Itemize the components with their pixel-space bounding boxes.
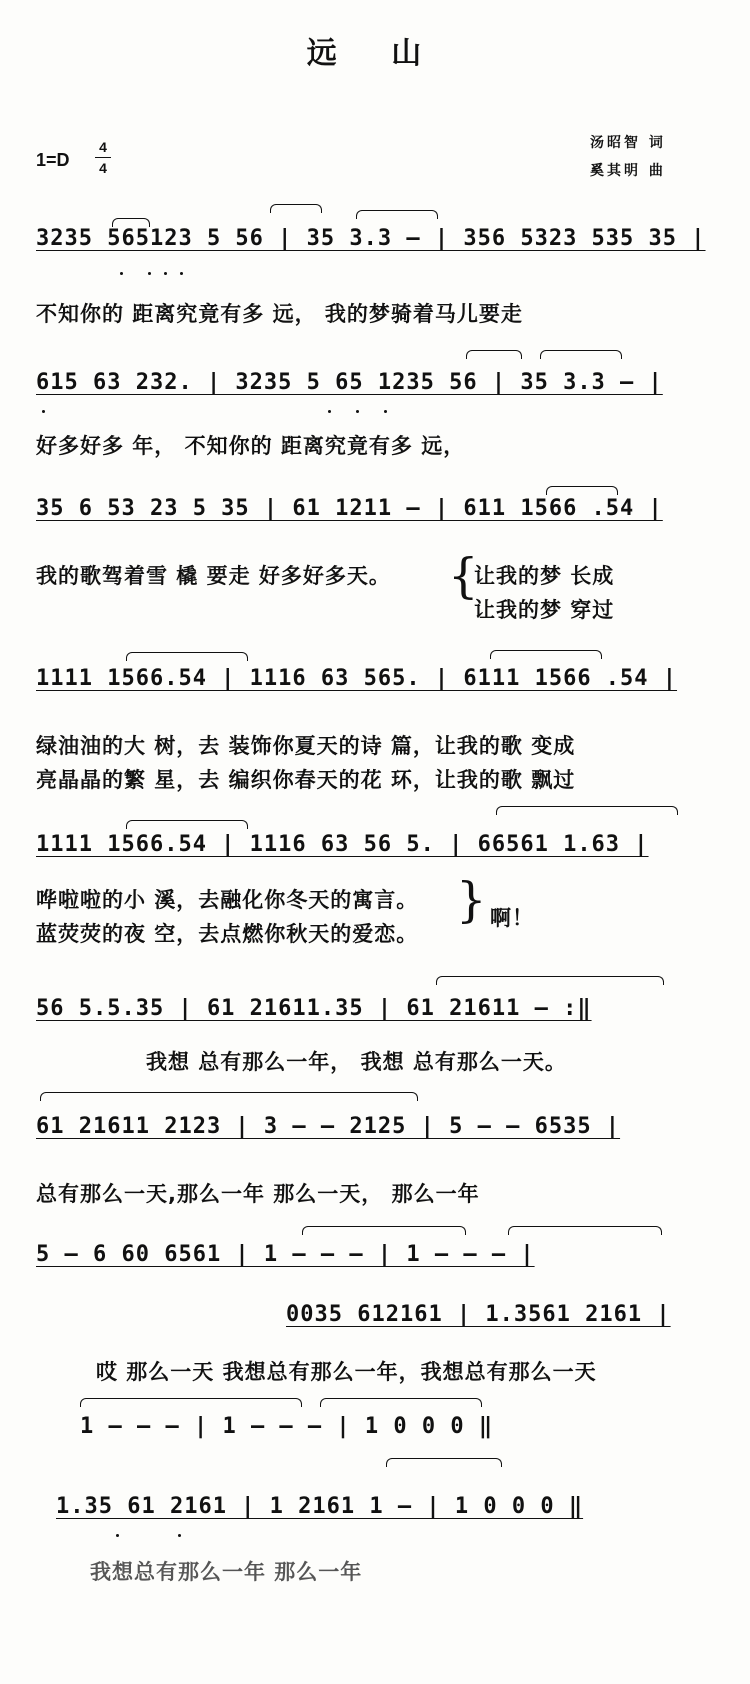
notation-line-1: 3235 565123 5 56 | 35 3.3 — | 356 5323 535 35 | — [36, 226, 706, 251]
octave-dot — [116, 1534, 119, 1537]
lyric-line-4-verse-a: 绿油油的大 树，去 装饰你夏天的诗 篇，让我的歌 变成 — [36, 734, 576, 758]
notation-line-5: 1111 1566.54 | 1116 63 56 5. | 66561 1.63 | — [36, 832, 649, 857]
slur-mark — [540, 350, 622, 359]
notation-line-7: 61 21611 2123 | 3 — — 2125 | 5 — — 6535 | — [36, 1114, 621, 1139]
slur-mark — [386, 1458, 502, 1467]
slur-mark — [270, 204, 322, 213]
notation-line-4: 1111 1566.54 | 1116 63 565. | 6111 1566 .54 | — [36, 666, 678, 691]
slur-mark — [546, 486, 618, 495]
notation-line-8-lower: 0035 612161 | 1.3561 2161 | — [286, 1302, 671, 1327]
lyric-line-5-verse-a: 哗啦啦的小 溪，去融化你冬天的寓言。 — [36, 888, 419, 912]
lyric-line-2: 好多好多 年， 不知你的 距离究竟有多 远， — [36, 434, 466, 458]
slur-mark — [126, 652, 248, 661]
notation-line-3: 35 6 53 23 5 35 | 61 1211 — | 611 1566 .54 | — [36, 496, 663, 521]
slur-mark — [302, 1226, 466, 1235]
notation-line-8: 5 — 6 60 6561 | 1 — — — | 1 — — — | — [36, 1242, 535, 1267]
lyric-line-3: 我的歌驾着雪 橇 要走 好多好多天。 — [36, 564, 391, 588]
composer-credit: 奚其明 曲 — [590, 163, 666, 179]
notation-line-2: 615 63 232. | 3235 5 65 1235 56 | 35 3.3 — | — [36, 370, 663, 395]
slur-mark — [80, 1398, 302, 1407]
slur-mark — [466, 350, 522, 359]
octave-dot — [164, 272, 167, 275]
verse-brace-2: } — [456, 872, 487, 928]
slur-mark — [436, 976, 664, 985]
slur-mark — [356, 210, 438, 219]
lyric-line-5-verse-b: 蓝荧荧的夜 空，去点燃你秋天的爱恋。 — [36, 922, 419, 946]
notation-line-6: 56 5.5.35 | 61 21611.35 | 61 21611 — :‖ — [36, 996, 592, 1021]
octave-dot — [42, 410, 45, 413]
notation-line-9-lower: 1.35 61 2161 | 1 2161 1 — | 1 0 0 0 ‖ — [56, 1494, 584, 1519]
song-title: 远 山 — [306, 36, 444, 71]
lyric-line-4-verse-b: 亮晶晶的繁 星，去 编织你春天的花 环，让我的歌 飘过 — [36, 768, 576, 792]
slur-mark — [508, 1226, 662, 1235]
slur-mark — [320, 1398, 482, 1407]
lyric-line-1: 不知你的 距离究竟有多 远， 我的梦骑着马儿要走 — [36, 302, 523, 326]
lyric-line-8: 哎 那么一天 我想总有那么一年，我想总有那么一天 — [96, 1360, 597, 1384]
slur-mark — [490, 650, 602, 659]
lyric-line-6: 我想 总有那么一年， 我想 总有那么一天。 — [146, 1050, 567, 1074]
time-signature-top: 4 — [99, 139, 107, 155]
slur-mark — [40, 1092, 418, 1101]
octave-dot — [120, 272, 123, 275]
lyric-line-3-verse-a: 让我的梦 长成 — [474, 564, 615, 588]
octave-dot — [384, 410, 387, 413]
key-signature: 1=D — [36, 150, 70, 170]
octave-dot — [148, 272, 151, 275]
notation-line-9: 1 — — — | 1 — — — | 1 0 0 0 ‖ — [80, 1414, 494, 1439]
time-signature-bottom: 4 — [99, 160, 107, 176]
slur-mark — [126, 820, 248, 829]
interjection: 啊！ — [490, 906, 534, 930]
lyricist-credit: 汤昭智 词 — [590, 135, 666, 151]
lyric-line-3-verse-b: 让我的梦 穿过 — [474, 598, 615, 622]
slur-mark — [112, 218, 150, 227]
lyric-line-9: 我想总有那么一年 那么一年 — [90, 1560, 363, 1584]
octave-dot — [180, 272, 183, 275]
slur-mark — [496, 806, 678, 815]
octave-dot — [178, 1534, 181, 1537]
octave-dot — [356, 410, 359, 413]
octave-dot — [328, 410, 331, 413]
lyric-line-7: 总有那么一天,那么一年 那么一天， 那么一年 — [36, 1182, 480, 1206]
verse-brace-1: { — [448, 548, 479, 604]
time-signature — [95, 138, 111, 177]
